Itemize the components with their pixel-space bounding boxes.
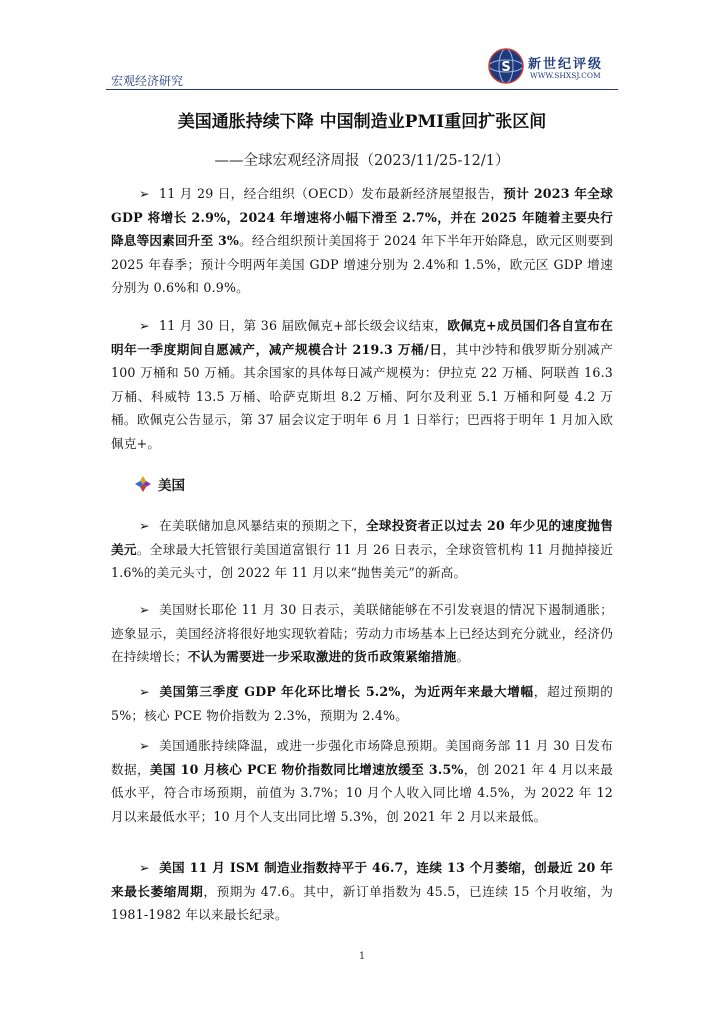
paragraph-text: ，预期为 47.6。其中，新订单指数为 45.5，已连续 15 个月收缩，为 1981-1982 年以来最长纪录。 <box>111 883 613 923</box>
bullet-arrow-icon: ➢ <box>139 738 150 753</box>
paragraph-text: 11 月 30 日，第 36 届欧佩克+部长级会议结束， <box>159 318 448 333</box>
paragraph-emphasis: 美国第三季度 GDP 年化环比增长 5.2%，为近两年来最大增幅 <box>159 684 534 699</box>
paragraph-pce <box>111 734 613 828</box>
paragraph-text: 美国通胀持续降温，或进一步强化市场降息预期。美国商务部 11 月 30 日发布数据， <box>111 738 613 777</box>
bullet-arrow-icon: ➢ <box>139 602 150 617</box>
bullet-arrow-icon: ➢ <box>139 186 150 201</box>
paragraph-text: 。全球最大托管银行美国道富银行 11 月 26 日表示，全球资管机构 11 月抛掉接近 1.6%的美元头寸，创 2022 年 11 月以来“抛售美元”的新高。 <box>111 541 613 581</box>
paragraph-text: 11 月 29 日，经合组织（OECD）发布最新经济展望报告， <box>159 186 504 201</box>
paragraph-dollar-selloff <box>111 514 613 585</box>
section-diamond-icon <box>134 475 152 493</box>
header-section-name: 宏观经济研究 <box>111 74 184 88</box>
logo-globe-icon <box>487 46 525 86</box>
paragraph-emphasis: 美国 11 月 ISM 制造业指数持平于 46.7，连续 13 个月萎缩，创最近 20 年来最长萎缩周期 <box>111 860 613 899</box>
page-subtitle: ——全球宏观经济周报（2023/11/25-12/1） <box>214 153 510 169</box>
paragraph-emphasis: 欧佩克+成员国们各自宣布在明年一季度期间自愿减产，减产规模合计 219.3 万桶/日 <box>111 318 613 357</box>
paragraph-emphasis: 预计 2023 年全球 GDP 将增长 2.9%，2024 年增速将小幅下滑至 2.7%，并在 2025 年随着主要央行降息等因素回升至 3% <box>111 186 613 249</box>
logo-name: 新世纪评级 <box>528 57 604 72</box>
logo-url: WWW.SHXSJ.COM <box>530 71 601 80</box>
paragraph-text: 。经合组织预计美国将于 2024 年下半年开始降息，欧元区则要到 2025 年春季；预计今明两年美国 GDP 增速分别为 2.4%和 1.5%，欧元区 GDP 增速分别为 0.6%和 0.9%。 <box>111 233 613 296</box>
paragraph-text: 在美联储加息风暴结束的预期之下， <box>159 518 366 533</box>
svg-text:S: S <box>501 60 511 75</box>
bullet-arrow-icon: ➢ <box>139 518 150 533</box>
header-divider <box>106 89 618 90</box>
paragraph-text: ，其中沙特和俄罗斯分别减产 100 万桶和 50 万桶。其余国家的具体每日减产规模为：伊拉克 22 万桶、阿联酋 16.3 万桶、科威特 13.5 万桶、哈萨克斯坦 8.2 万桶、阿尔及利亚 5.1 万桶和阿曼 4.2 万桶。欧佩克公告显示，第 37 届会议定于明年 6 月 1 日举行；巴西将于明年 1 月加入欧佩克+。 <box>111 341 613 451</box>
paragraph-text: ，超过预期的 5%；核心 PCE 物价指数为 2.3%，预期为 2.4%。 <box>111 684 613 723</box>
section-title-usa: 美国 <box>158 478 185 494</box>
page-number: 1 <box>358 951 366 962</box>
bullet-arrow-icon: ➢ <box>139 860 150 875</box>
paragraph-emphasis: 不认为需要进一步采取激进的货币政策紧缩措施 <box>187 649 457 665</box>
paragraph-gdp <box>111 680 613 727</box>
paragraph-emphasis: 美国 10 月核心 PCE 物价指数同比增速放缓至 3.5% <box>149 761 464 777</box>
paragraph-emphasis: 全球投资者正以过去 20 年少见的速度抛售美元 <box>111 518 613 557</box>
paragraph-opec <box>111 314 613 456</box>
paragraph-text: 美国财长耶伦 11 月 30 日表示，美联储能够在不引发衰退的情况下遏制通胀；迹象显示，美国经济将很好地实现软着陆；劳动力市场基本上已经达到充分就业，经济仍在持续增长； <box>111 602 613 665</box>
paragraph-text: ，创 2021 年 4 月以来最低水平，符合市场预期，前值为 3.7%；10 月个人收入同比增 4.5%，为 2022 年 12 月以来最低水平；10 月个人支出同比增 5.3%，创 2021 年 2 月以来最低。 <box>111 761 613 824</box>
bullet-arrow-icon: ➢ <box>139 318 150 333</box>
paragraph-oecd <box>111 182 613 300</box>
paragraph-yellen <box>111 598 613 669</box>
bullet-arrow-icon: ➢ <box>139 684 150 699</box>
brand-logo <box>487 46 619 88</box>
paragraph-ism <box>111 856 613 927</box>
paragraph-text: 。 <box>456 649 470 665</box>
page-title: 美国通胀持续下降 中国制造业PMI重回扩张区间 <box>177 112 547 132</box>
